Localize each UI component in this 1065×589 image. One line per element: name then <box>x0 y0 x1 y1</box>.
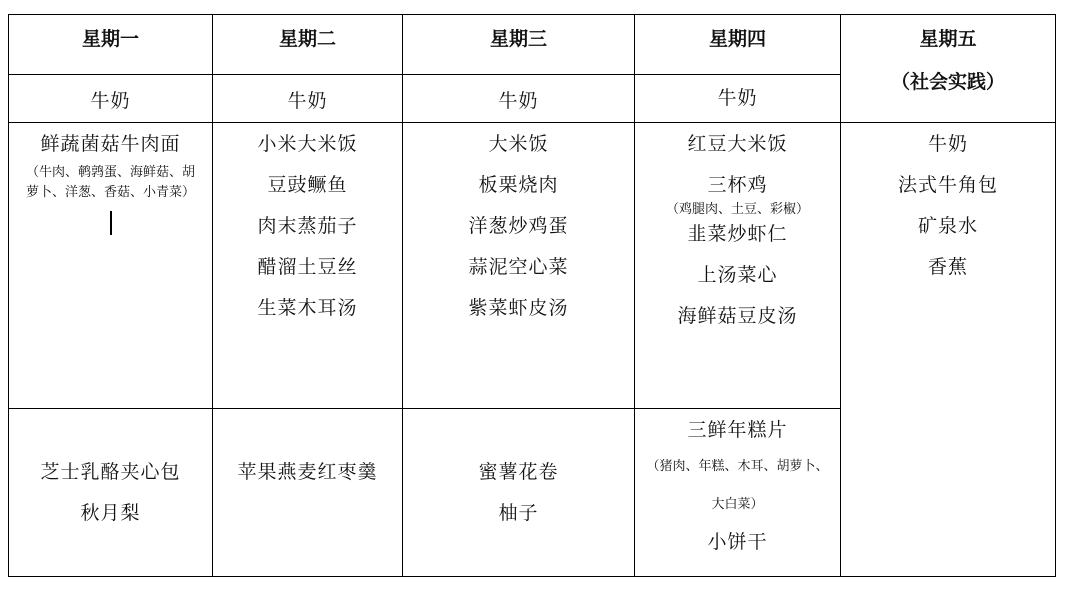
row-divider <box>8 408 840 409</box>
menu-item: 三鲜年糕片 <box>687 419 788 441</box>
menu-item: 牛奶 <box>498 90 539 112</box>
lunch-tuesday <box>213 131 402 321</box>
breakfast-monday <box>9 86 212 113</box>
breakfast-thursday <box>635 83 840 110</box>
menu-item: 上汤菜心 <box>697 264 778 286</box>
day-label: 星期一 <box>81 28 139 50</box>
day-label: 星期四 <box>708 28 766 50</box>
snack-tuesday <box>213 459 402 485</box>
table-border-top <box>8 14 1056 15</box>
header-wednesday <box>403 24 634 51</box>
header-tuesday <box>213 24 402 51</box>
breakfast-wednesday <box>403 86 634 113</box>
menu-item: 牛奶 <box>717 87 758 109</box>
lunch-friday <box>841 131 1055 280</box>
menu-item: 洋葱炒鸡蛋 <box>468 215 569 237</box>
lunch-wednesday <box>403 131 634 321</box>
ingredient-note: （牛肉、鹌鹑蛋、海鲜菇、胡 <box>25 165 195 180</box>
menu-item: 牛奶 <box>287 90 328 112</box>
menu-item: 三杯鸡 <box>707 174 768 196</box>
menu-item: 香蕉 <box>927 256 968 278</box>
breakfast-tuesday <box>213 86 402 113</box>
header-thursday <box>635 24 840 51</box>
menu-item: 韭菜炒虾仁 <box>687 223 788 245</box>
ingredient-note: 大白菜） <box>711 497 764 512</box>
day-label: 星期二 <box>278 28 336 50</box>
menu-item: 豆豉鳜鱼 <box>267 174 348 196</box>
menu-item: 苹果燕麦红枣羹 <box>237 461 378 483</box>
snack-wednesday <box>403 459 634 526</box>
menu-item: 矿泉水 <box>917 215 978 237</box>
ingredient-note: 萝卜、洋葱、香菇、小青菜） <box>25 185 195 200</box>
lunch-thursday <box>635 131 840 329</box>
table-border-right <box>1055 14 1056 577</box>
text-cursor <box>110 211 112 235</box>
column-divider <box>840 14 841 577</box>
menu-item: 柚子 <box>498 502 539 524</box>
day-note: （社会实践） <box>890 71 1005 93</box>
menu-item: 芝士乳酪夹心包 <box>40 461 181 483</box>
header-friday <box>841 24 1055 94</box>
menu-item: 法式牛角包 <box>897 174 998 196</box>
row-divider <box>8 74 840 75</box>
snack-thursday <box>635 417 840 555</box>
table-border-bottom <box>8 576 1056 577</box>
day-label: 星期三 <box>489 28 547 50</box>
menu-item: 小饼干 <box>707 531 768 553</box>
lunch-monday <box>9 131 212 235</box>
header-monday <box>9 24 212 51</box>
menu-item: 醋溜土豆丝 <box>257 256 358 278</box>
menu-item: 肉末蒸茄子 <box>257 215 358 237</box>
menu-item: 紫菜虾皮汤 <box>468 297 569 319</box>
menu-item: 生菜木耳汤 <box>257 297 358 319</box>
menu-item: 大米饭 <box>488 133 549 155</box>
menu-item: 秋月梨 <box>80 502 141 524</box>
menu-item: 板栗烧肉 <box>478 174 559 196</box>
ingredient-note: （猪肉、年糕、木耳、胡萝卜、 <box>646 459 829 474</box>
menu-item: 红豆大米饭 <box>687 133 788 155</box>
menu-item: 蜜薯花卷 <box>478 461 559 483</box>
menu-item: 蒜泥空心菜 <box>468 256 569 278</box>
menu-item: 海鲜菇豆皮汤 <box>677 305 798 327</box>
day-label: 星期五 <box>919 28 977 50</box>
menu-item: 鲜蔬菌菇牛肉面 <box>40 133 181 155</box>
menu-item: 小米大米饭 <box>257 133 358 155</box>
ingredient-note: （鸡腿肉、土豆、彩椒） <box>665 202 809 217</box>
row-divider <box>8 122 1056 123</box>
menu-item: 牛奶 <box>90 90 131 112</box>
menu-item: 牛奶 <box>927 133 968 155</box>
snack-monday <box>9 459 212 526</box>
